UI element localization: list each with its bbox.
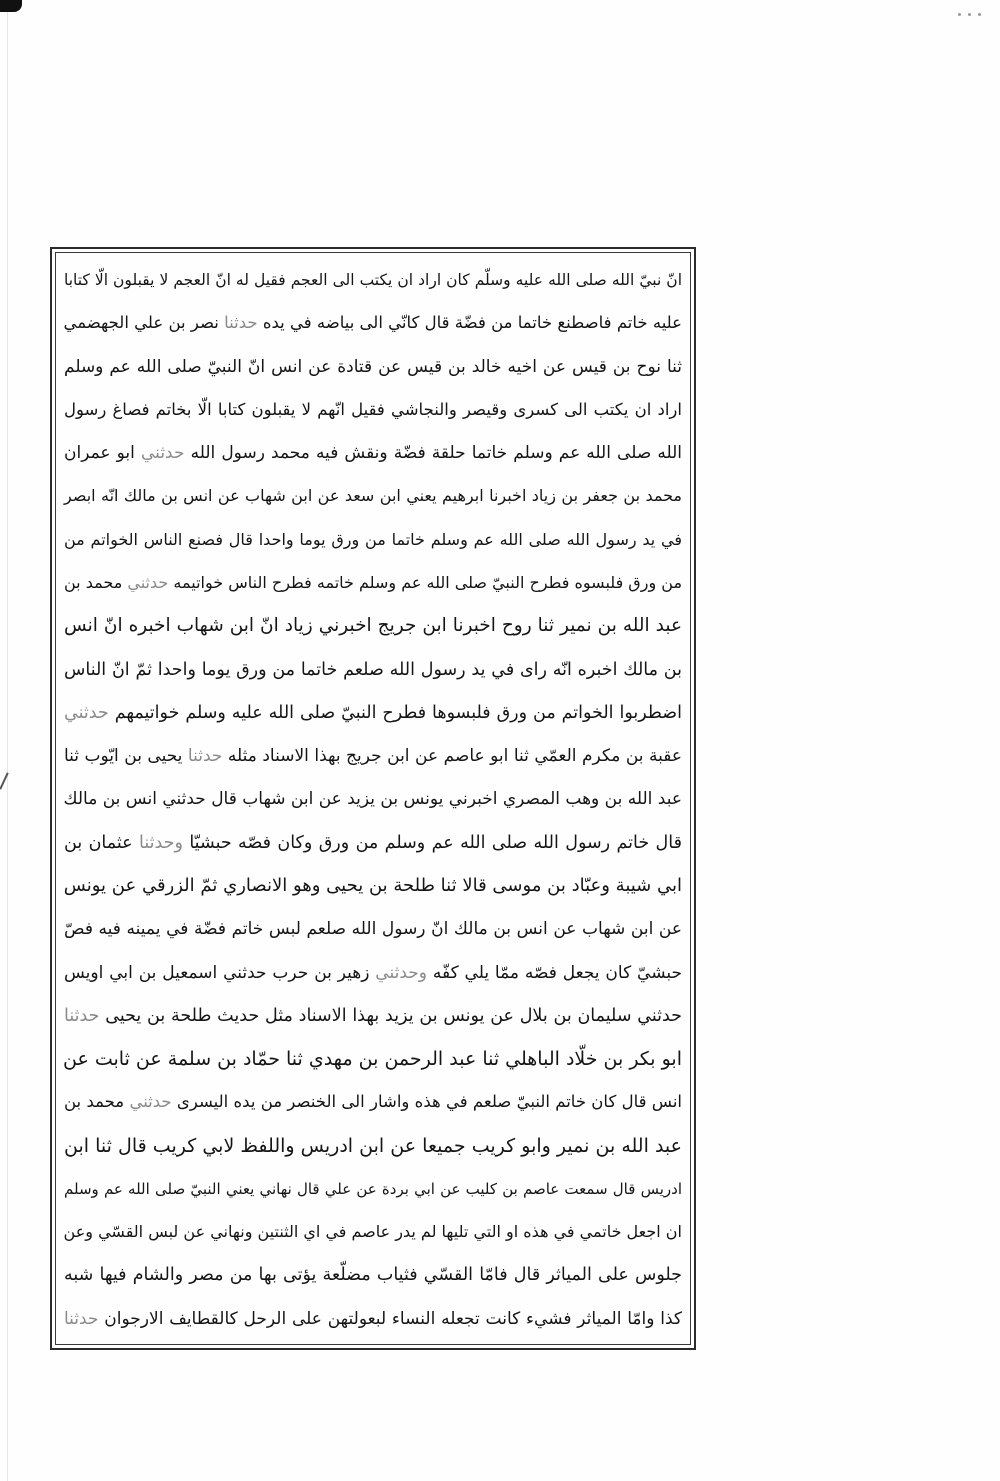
line-text: يحيى بن ايّوب ثنا	[64, 746, 183, 767]
line-text: من ورق فلبسوه فطرح النبيّ صلى الله عم وسلم خاتمه فطرح الناس خواتيمه	[173, 572, 683, 592]
text-line	[64, 952, 682, 994]
line-text: ادريس قال سمعت عاصم بن كليب عن ابي بردة عن علي قال نهاني يعني النبيّ صلى الله عم وسلم	[64, 1179, 682, 1198]
text-line	[64, 692, 682, 734]
text-line	[64, 302, 682, 344]
rubric-word: حدثني	[141, 443, 185, 464]
line-text: عليه خاتم فاصطنع خاتما من فضّة قال كانّي الى بياضه في يده	[262, 313, 682, 333]
line-text: عبد الله بن نمير وابو كريب جميعا عن ابن ادريس واللفظ لابي كريب قال ثنا ابن	[64, 1134, 682, 1157]
text-line	[64, 735, 682, 777]
rubric-word: حدثنا	[187, 746, 223, 767]
text-line	[64, 778, 682, 820]
text-line	[64, 865, 682, 907]
line-text: قال خاتم رسول الله صلى الله عم وسلم من ورق وكان فصّه حبشيّا	[189, 832, 682, 853]
line-text: عبد الله بن وهب المصري اخبرني يونس بن يزيد عن ابن شهاب قال حدثني انس بن مالك	[63, 789, 682, 810]
line-text: عن ابن شهاب عن انس بن مالك انّ رسول الله صلعم لبس خاتم فضّة في يمينه فيه فصّ	[64, 919, 682, 940]
line-text: حبشيّ كان يجعل فصّه ممّا يلي كفّه	[432, 962, 683, 983]
text-line	[64, 475, 682, 517]
text-line	[64, 605, 682, 647]
text-line	[64, 346, 682, 388]
line-text: بن مالك اخبره انّه راى في يد رسول الله صلعم خاتما من ورق يوما واحدا ثمّ انّ الناس	[64, 659, 682, 680]
rubric-word: وحدثنا	[139, 832, 183, 853]
line-text: ابي شيبة وعبّاد بن موسى قالا ثنا طلحة بن يحيى وهو الانصاري ثمّ الزرقي عن يونس	[63, 874, 682, 896]
line-text: نصر بن علي الجهضمي	[63, 313, 219, 333]
line-text: كذا وامّا المياثر فشيء كانت تجعله النساء لبعولتهن على الرحل كالقطايف الارجوان	[104, 1308, 683, 1329]
text-line	[64, 1168, 682, 1210]
line-text: انّ نبيّ الله صلى الله عليه وسلّم كان اراد ان يكتب الى العجم فقيل له انّ العجم لا يقبلون الّا كتابا	[64, 271, 682, 289]
line-text: ان اجعل خاتمي في هذه او التي تليها لم يدر عاصم في اي الثنتين ونهاني عن لبس القسّي وعن	[63, 1222, 682, 1242]
text-line	[64, 432, 682, 474]
text-line	[64, 908, 682, 950]
text-line	[64, 1298, 682, 1340]
line-text: ثنا نوح بن قيس عن اخيه خالد بن قيس عن قتادة عن انس انّ النبيّ صلى الله عم وسلم	[64, 356, 682, 377]
line-text: عثمان بن	[64, 832, 133, 853]
line-text: عبد الله بن نمير ثنا روح اخبرنا ابن جريج اخبرني زياد انّ ابن شهاب اخبره انّ انس	[64, 615, 682, 637]
line-text: اراد ان يكتب الى كسرى وقيصر والنجاشي فقيل انّهم لا يقبلون كتابا الّا بخاتم فصاغ رسول	[64, 399, 682, 419]
rubric-word: حدثنا	[64, 1005, 100, 1026]
rubric-word: حدثني	[127, 572, 169, 592]
line-text: محمد بن جعفر بن زياد اخبرنا ابرهيم يعني ابن سعد عن ابن شهاب عن انس بن مالك انّه ابصر	[64, 486, 682, 506]
line-text: ابو عمران	[64, 443, 135, 464]
line-text: ابو بكر بن خلّاد الباهلي ثنا عبد الرحمن بن مهدي ثنا حمّاد بن سلمة عن ثابت عن	[63, 1048, 682, 1071]
text-line	[64, 649, 682, 691]
line-text: محمد بن	[64, 572, 123, 592]
line-text: محمد بن	[64, 1092, 125, 1112]
rubric-word: وحدثني	[375, 962, 427, 983]
line-text: جلوس على المياثر قال فامّا القسّي فثياب مضلّعة يؤتى بها من مصر والشام فيها شبه	[64, 1265, 682, 1286]
text-line	[64, 389, 682, 431]
scan-corner-blot	[0, 0, 22, 12]
text-line	[64, 1211, 682, 1253]
line-text: زهير بن حرب حدثني اسمعيل بن ابي اويس	[64, 962, 370, 983]
paper-edge	[7, 0, 8, 1481]
line-text: انس قال كان خاتم النبيّ صلعم في هذه واشار الى الخنصر من يده اليسرى	[176, 1092, 683, 1112]
rubric-word: حدثني	[129, 1092, 172, 1112]
text-line	[64, 1125, 682, 1167]
line-text: الله صلى الله عم وسلم خاتما حلقة فضّة ونقش فيه محمد رسول الله	[190, 443, 683, 464]
text-line	[64, 1254, 682, 1296]
text-block	[55, 252, 691, 1345]
text-line	[64, 519, 682, 561]
rubric-word: حدثني	[64, 702, 109, 723]
rubric-word: حدثنا	[224, 313, 258, 333]
text-line	[64, 822, 682, 864]
line-text: اضطربوا الخواتم من ورق فلبسوها فطرح النبيّ صلى الله عليه وسلم خواتيمهم	[114, 702, 682, 723]
rubric-word: حدثنا	[64, 1308, 99, 1329]
line-text: عقبة بن مكرم العمّي ثنا ابو عاصم عن ابن جريج بهذا الاسناد مثله	[227, 746, 682, 767]
text-line	[64, 259, 682, 301]
line-text: حدثني سليمان بن بلال عن يونس بن يزيد بهذا الاسناد مثل حديث طلحة بن يحيى	[105, 1005, 682, 1026]
text-line	[64, 995, 682, 1037]
text-line	[64, 1038, 682, 1080]
line-text: في يد رسول الله صلى الله عم وسلم خاتما من ورق يوما واحدا قال فصنع الناس الخواتم من	[64, 529, 682, 549]
text-frame	[50, 247, 696, 1350]
corner-marks	[956, 11, 986, 19]
text-line	[64, 562, 682, 604]
text-line	[64, 1081, 682, 1123]
